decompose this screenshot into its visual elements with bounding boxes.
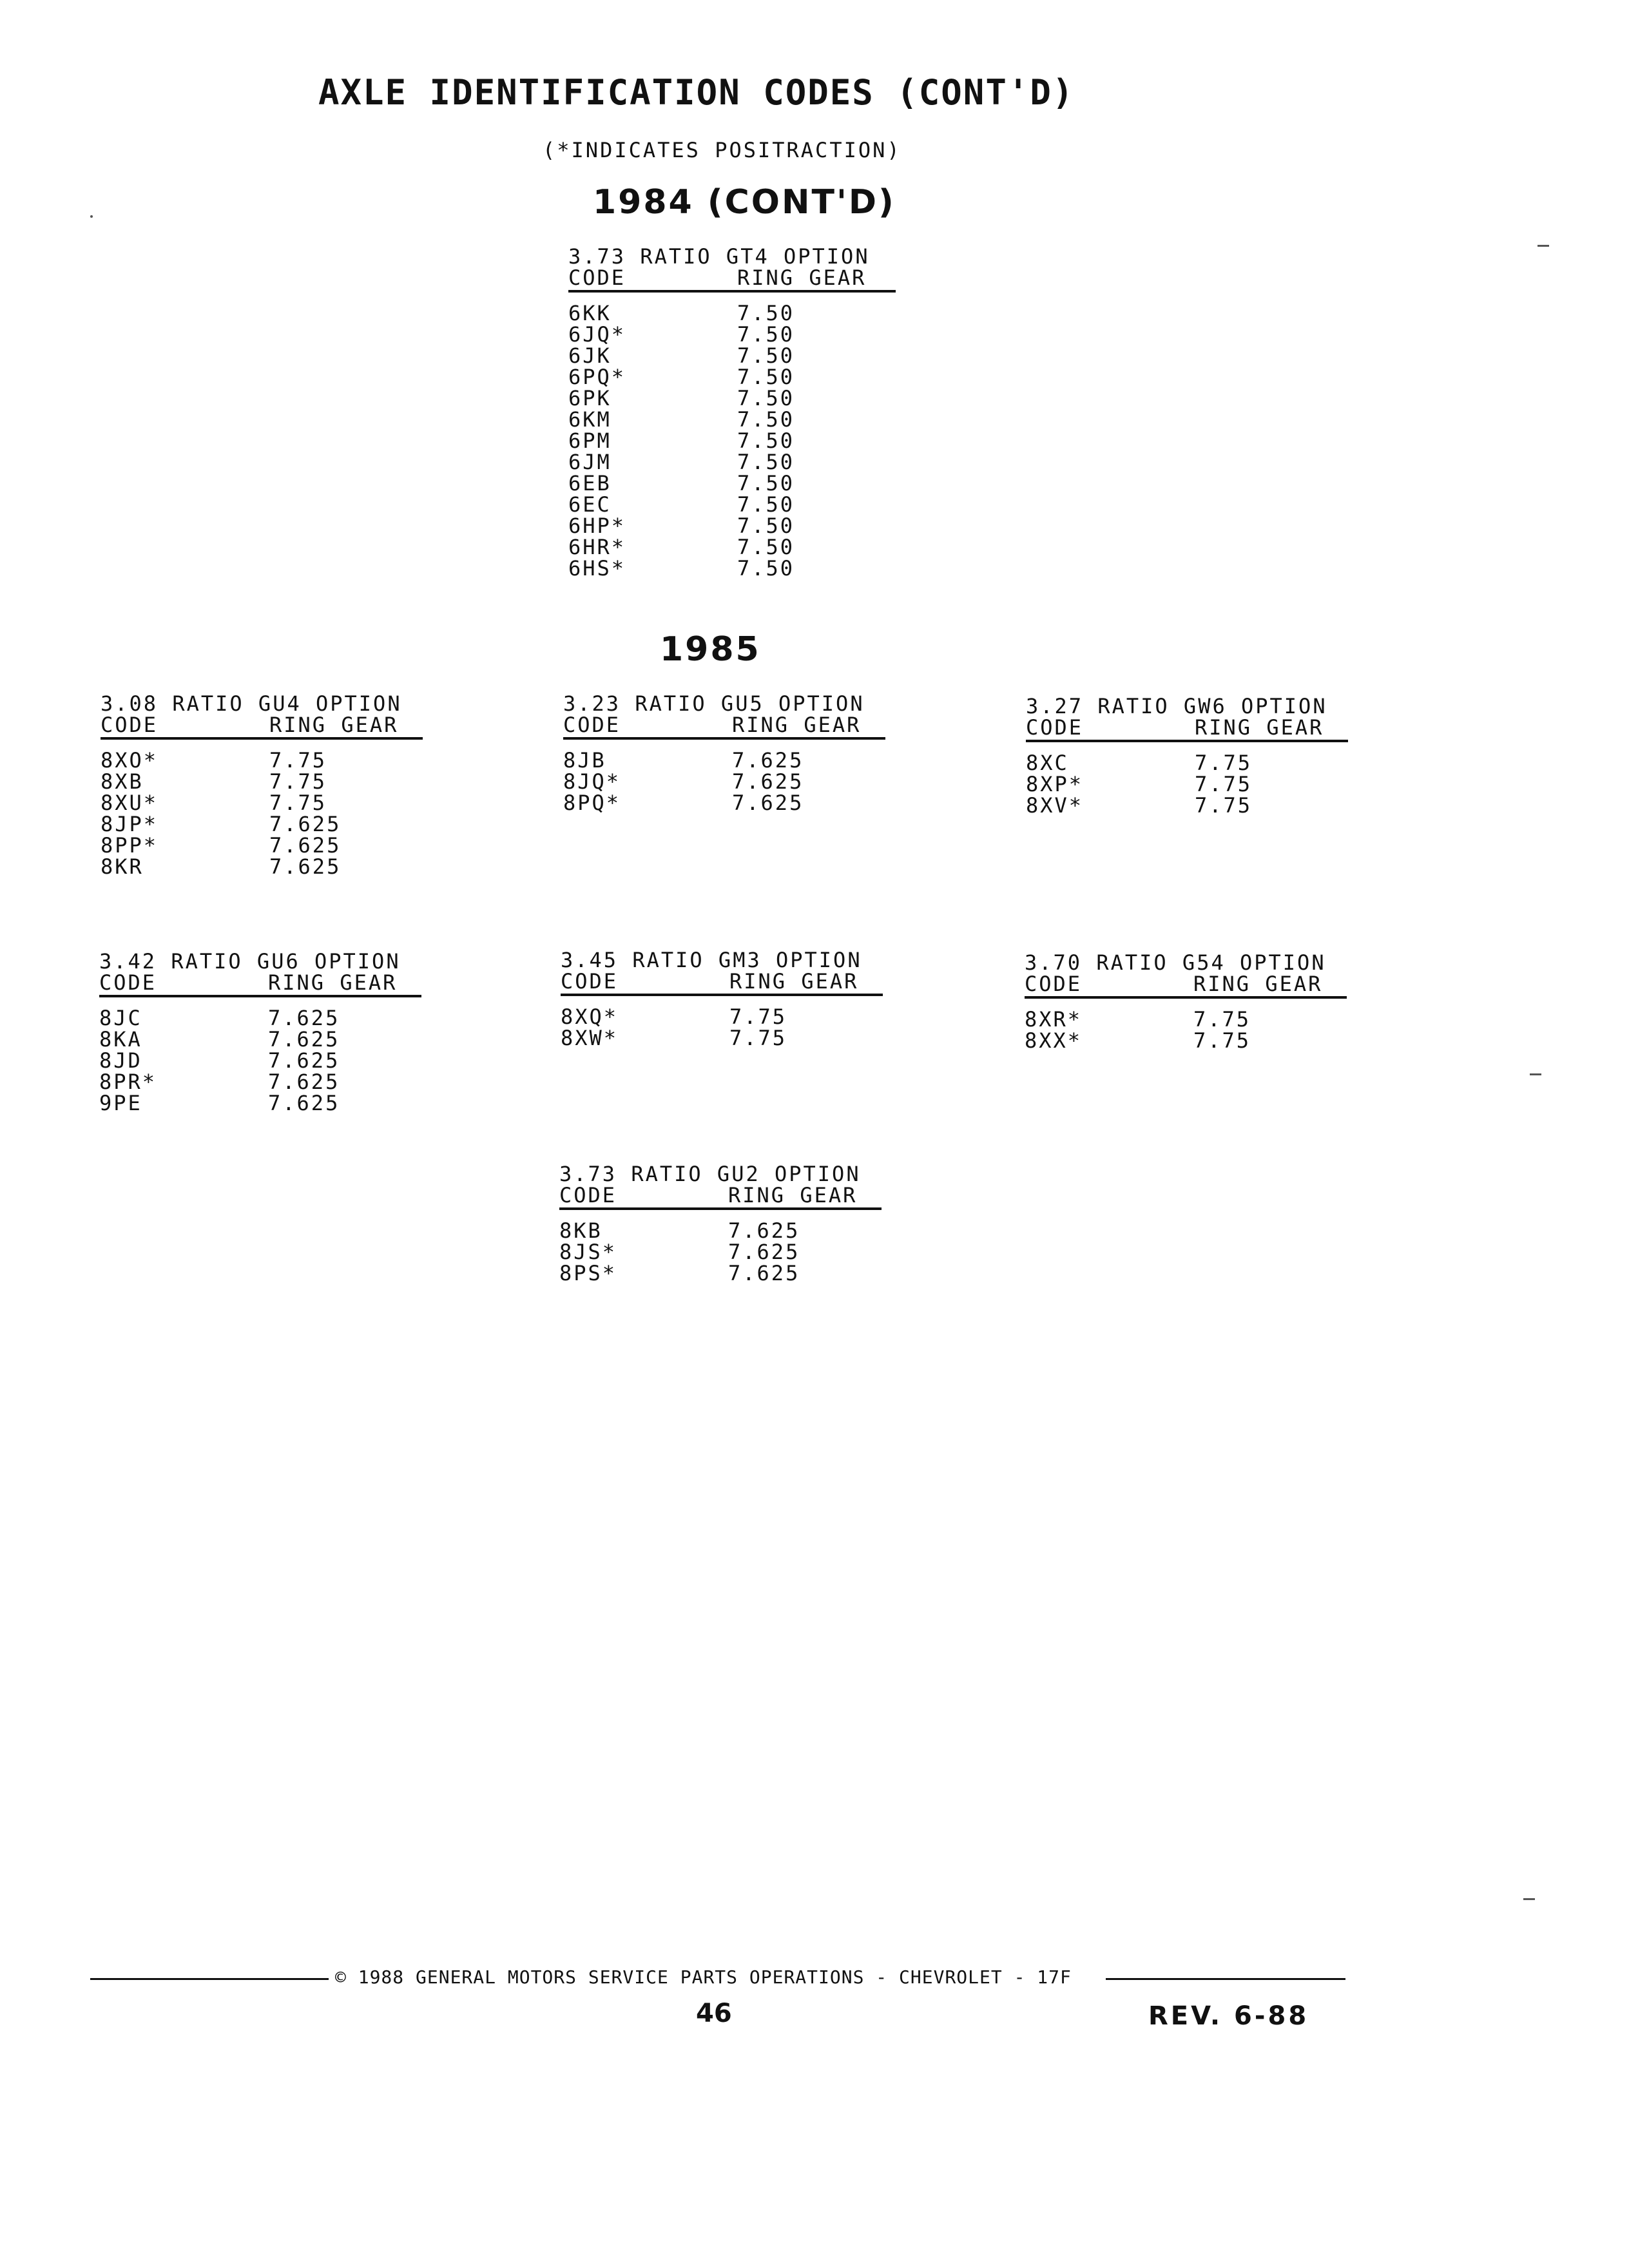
ring-gear-column-header: RING GEAR <box>732 713 862 737</box>
table-header: 3.73 RATIO GU2 OPTION <box>559 1162 861 1186</box>
table-row: 8JC 7.625 <box>99 1006 340 1030</box>
table-row: 6HP* 7.50 <box>568 514 795 538</box>
ratio-table-gu2 <box>559 1164 882 1284</box>
footer-copyright: © 1988 GENERAL MOTORS SERVICE PARTS OPERATIONS - CHEVROLET - 17F <box>335 1966 1072 1988</box>
table-row: 8JP* 7.625 <box>101 812 342 836</box>
table-row: 8XW* 7.75 <box>561 1026 787 1050</box>
ratio-table-gm3 <box>561 950 883 1049</box>
ratio-table-gw6 <box>1026 696 1348 816</box>
header-rule <box>561 994 883 996</box>
table-row: 8XB 7.75 <box>101 769 327 794</box>
page-number: 46 <box>696 1999 732 2028</box>
table-row: 8XR* 7.75 <box>1025 1007 1251 1032</box>
code-column-header: CODE <box>1025 972 1083 996</box>
ratio-table-gt4 <box>568 246 896 579</box>
year-heading-1984: 1984 (CONT'D) <box>593 183 896 222</box>
code-column-header: CODE <box>559 1183 617 1207</box>
table-row: 8KB 7.625 <box>559 1218 800 1243</box>
header-rule <box>559 1207 882 1210</box>
code-column-header: CODE <box>101 713 159 737</box>
code-column-header: CODE <box>568 265 626 290</box>
table-row: 6JM 7.50 <box>568 450 795 474</box>
ring-gear-column-header: RING GEAR <box>737 265 867 290</box>
table-row: 8JQ* 7.625 <box>563 769 804 794</box>
table-row: 8XO* 7.75 <box>101 748 327 773</box>
table-header: 3.27 RATIO GW6 OPTION <box>1026 694 1327 718</box>
ratio-table-g54 <box>1025 952 1347 1052</box>
scan-mark <box>1523 1898 1535 1900</box>
ratio-table-gu6 <box>99 951 421 1114</box>
header-rule <box>101 737 423 740</box>
table-row: 8KR 7.625 <box>101 854 342 879</box>
table-row: 8XV* 7.75 <box>1026 793 1253 818</box>
table-row: 8KA 7.625 <box>99 1027 340 1052</box>
code-column-header: CODE <box>563 713 621 737</box>
table-row: 8PP* 7.625 <box>101 833 342 858</box>
table-header: 3.42 RATIO GU6 OPTION <box>99 949 401 974</box>
table-row: 9PE 7.625 <box>99 1091 340 1115</box>
ratio-table-gu5 <box>563 693 885 814</box>
table-row: 8XU* 7.75 <box>101 791 327 815</box>
table-row: 6HS* 7.50 <box>568 556 795 581</box>
table-header: 3.23 RATIO GU5 OPTION <box>563 691 865 716</box>
table-row: 8PQ* 7.625 <box>563 791 804 815</box>
table-row: 6KK 7.50 <box>568 301 795 325</box>
page-title: AXLE IDENTIFICATION CODES (CONT'D) <box>318 72 1075 113</box>
table-row: 8XQ* 7.75 <box>561 1004 787 1029</box>
revision-label: REV. 6-88 <box>1148 2001 1309 2031</box>
table-row: 8XC 7.75 <box>1026 751 1253 775</box>
table-header: 3.45 RATIO GM3 OPTION <box>561 948 862 972</box>
ring-gear-column-header: RING GEAR <box>269 713 399 737</box>
header-rule <box>99 995 421 997</box>
ring-gear-column-header: RING GEAR <box>268 970 398 995</box>
table-row: 6PM 7.50 <box>568 428 795 453</box>
table-header: 3.08 RATIO GU4 OPTION <box>101 691 402 716</box>
table-row: 6PK 7.50 <box>568 386 795 410</box>
table-row: 8PS* 7.625 <box>559 1261 800 1285</box>
table-row: 6KM 7.50 <box>568 407 795 432</box>
table-row: 8PR* 7.625 <box>99 1070 340 1094</box>
code-column-header: CODE <box>1026 715 1084 740</box>
table-row: 6EC 7.50 <box>568 492 795 517</box>
ring-gear-column-header: RING GEAR <box>729 969 859 994</box>
code-column-header: CODE <box>99 970 157 995</box>
table-row: 6EB 7.50 <box>568 471 795 495</box>
table-header: 3.70 RATIO G54 OPTION <box>1025 950 1326 975</box>
header-rule <box>568 290 896 293</box>
ratio-table-gu4 <box>101 693 423 878</box>
year-heading-1985: 1985 <box>660 630 761 669</box>
table-row: 8JB 7.625 <box>563 748 804 773</box>
footer-rule-left <box>90 1978 329 1980</box>
footer-rule-right <box>1106 1978 1345 1980</box>
scan-mark <box>1537 245 1549 247</box>
header-rule <box>563 737 885 740</box>
scan-mark <box>90 215 93 218</box>
ring-gear-column-header: RING GEAR <box>728 1183 858 1207</box>
header-rule <box>1025 996 1347 999</box>
table-row: 8JS* 7.625 <box>559 1240 800 1264</box>
table-header: 3.73 RATIO GT4 OPTION <box>568 244 870 269</box>
table-row: 6PQ* 7.50 <box>568 365 795 389</box>
page-subtitle: (*INDICATES POSITRACTION) <box>543 138 901 162</box>
table-row: 6HR* 7.50 <box>568 535 795 559</box>
code-column-header: CODE <box>561 969 619 994</box>
header-rule <box>1026 740 1348 742</box>
table-row: 8JD 7.625 <box>99 1048 340 1073</box>
table-row: 8XP* 7.75 <box>1026 772 1253 796</box>
scan-mark <box>1530 1073 1541 1075</box>
ring-gear-column-header: RING GEAR <box>1193 972 1323 996</box>
ring-gear-column-header: RING GEAR <box>1195 715 1324 740</box>
table-row: 6JQ* 7.50 <box>568 322 795 347</box>
table-row: 6JK 7.50 <box>568 343 795 368</box>
table-row: 8XX* 7.75 <box>1025 1028 1251 1053</box>
